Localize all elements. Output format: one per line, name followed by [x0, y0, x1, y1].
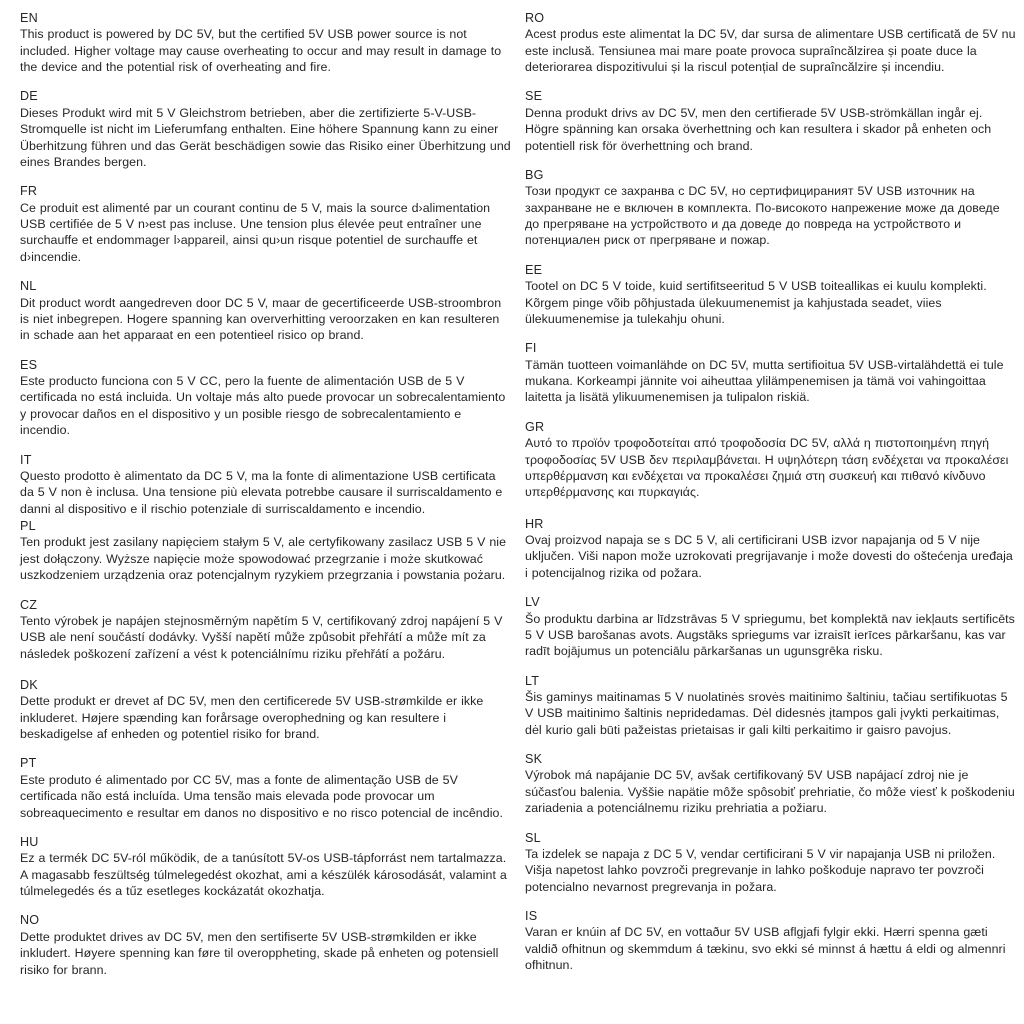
notice-text: Tento výrobek je napájen stejnosměrným napětím 5 V, certifikovaný zdroj napájení 5 V USB ale není součástí dodávky. Vyšší napětí může způsobit přehřátí a může mít za následek poškození zařízení a vést k potenciálnímu riziku přehřátí a požáru.	[20, 613, 503, 661]
notice-text: Výrobok má napájanie DC 5V, avšak certifikovaný 5V USB napájací zdroj nie je súčasťou balenia. Vyššie napätie môže spôsobiť prehriatie, čo môže viesť k poškodeniu zariadenia a potenciálnemu riziku prehriatia a požiaru.	[525, 768, 1015, 816]
language-code-label: HU	[20, 834, 39, 849]
language-code-label: LT	[525, 673, 540, 688]
language-section	[20, 755, 511, 820]
language-section	[525, 908, 1016, 973]
notice-text: Αυτό το προϊόν τροφοδοτείται από τροφοδοσία DC 5V, αλλά η πιστοποιημένη πηγή τροφοδοσίας 5V USB δεν περιλαμβάνεται. Η υψηλότερη τάση ενδέχεται να προκαλέσει υπερθέρμανση και ενδέχεται να προκαλέσει ζημιά στη συσκευή και πιθανό κίνδυνο υπερθέρμανσης και πυρκαγιάς.	[525, 436, 1009, 500]
language-code-label: SE	[525, 89, 543, 104]
notice-text: Dieses Produkt wird mit 5 V Gleichstrom betrieben, aber die zertifizierte 5-V-USB-Stromquelle ist nicht im Lieferumfang enthalten. Eine höhere Spannung kann zu einer Überhitzung führen und das Gerät beschädigen sowie das Risiko einer Überhitzung und eines Brandes bergen.	[20, 105, 511, 169]
language-code-label: RO	[525, 11, 545, 25]
language-code-label: HR	[525, 516, 544, 531]
language-section	[20, 597, 511, 662]
notice-text: Dette produkt er drevet af DC 5V, men den certificerede 5V USB-strømkilde er ikke inkluderet. Højere spænding kan forårsage overophedning og kan resultere i beskadigelse af enheden og potentiel risiko for brand.	[20, 694, 484, 742]
language-section	[525, 419, 1016, 501]
language-section	[525, 673, 1016, 738]
notice-text: Varan er knúin af DC 5V, en vottaður 5V USB aflgjafi fylgir ekki. Hærri spenna gæti valdið ofhitnun og skemmdum á tækinu, svo ekki sé minnst á hættu á eldi og almennri ofhitnun.	[525, 925, 1006, 973]
notice-column-left	[20, 10, 511, 1016]
language-section	[525, 340, 1016, 405]
notice-text: Šis gaminys maitinamas 5 V nuolatinės srovės maitinimo šaltiniu, tačiau sertifikuotas 5 V USB maitinimo šaltinis nepridedamas. Dėl didesnės įtampos gali įvykti perkaitimas, dėl kurio gali būti pažeistas prietaisas ir gali kilti perkaitimo ir gaisro pavojus.	[525, 689, 1008, 737]
notice-text: Acest produs este alimentat la DC 5V, dar sursa de alimentare USB certificată de 5V nu este inclusă. Tensiunea mai mare poate provoca supraîncălzirea și poate duce la deteriorarea dispozitivului și la riscul potențial de supraîncălzire și incendiu.	[525, 27, 1016, 75]
notice-text: Denna produkt drivs av DC 5V, men den certifierade 5V USB-strömkällan ingår ej. Högre spänning kan orsaka överhettning och kan resultera i skador på enheten och potentiell risk för överhettning och brand.	[525, 105, 992, 153]
language-code-label: BG	[525, 167, 544, 182]
notice-text: Ten produkt jest zasilany napięciem stałym 5 V, ale certyfikowany zasilacz USB 5 V nie jest dołączony. Wyższe napięcie może spowodować przegrzanie i może skutkować uszkodzeniem urządzenia oraz potencjalnym ryzykiem przegrzania i powstania pożaru.	[20, 535, 507, 583]
notice-text: Ovaj proizvod napaja se s DC 5 V, ali certificirani USB izvor napajanja od 5 V nije uključen. Viši napon može uzrokovati pregrijavanje i može dovesti do oštećenja uređaja i potencijalnog rizika od požara.	[525, 533, 1013, 580]
language-code-label: DE	[20, 89, 38, 104]
language-section	[20, 912, 511, 977]
notice-text: Dette produktet drives av DC 5V, men den sertifiserte 5V USB-strømkilden er ikke inkludert. Høyere spenning kan føre til overoppheting, skade på enheten og potensiell risiko for brann.	[20, 929, 499, 977]
language-code-label: SL	[525, 830, 541, 845]
language-section	[525, 88, 1016, 153]
language-section	[525, 830, 1016, 895]
notice-text: Ce produit est alimenté par un courant continu de 5 V, mais la source d›alimentation USB certifiée de 5 V n›est pas incluse. Une tension plus élevée peut entraîner une surchauffe et endommager l›appareil, ainsi qu›un risque potentiel de surchauffe et d›incendie.	[20, 200, 491, 264]
language-section	[20, 88, 511, 170]
notice-text: Tämän tuotteen voimanlähde on DC 5V, mutta sertifioitua 5V USB-virtalähdettä ei tule mukana. Korkeampi jännite voi aiheuttaa ylilämpenemisen ja tämä voi vahingoittaa laitetta ja lisätä ylikuumenemisen ja tulipalon riskiä.	[525, 357, 1004, 405]
language-code-label: FI	[525, 341, 537, 356]
language-code-label: NO	[20, 913, 40, 928]
language-code-label: DK	[20, 678, 38, 692]
language-section	[525, 594, 1016, 659]
notice-text: Este producto funciona con 5 V CC, pero la fuente de alimentación USB de 5 V certificada no está incluida. Un voltaje más alto puede provocar un sobrecalentamiento y provocar daños en el dispositivo y un posible riesgo de sobrecalentamiento e incendio.	[20, 374, 506, 438]
notice-text: Šo produktu darbina ar līdzstrāvas 5 V spriegumu, bet komplektā nav iekļauts sertificēts 5 V USB barošanas avots. Augstāks spriegums var izraisīt ierīces pārkaršanu, kas var radīt bojājumus un potenciālu pārkaršanas un ugunsgrēka risku.	[525, 611, 1015, 659]
language-section	[20, 10, 511, 75]
notice-text: Este produto é alimentado por CC 5V, mas a fonte de alimentação USB de 5V certificada não está incluída. Uma tensão mais elevada pode provocar um sobreaquecimento e resultar em danos no dispositivo e no risco potencial de incêndio.	[20, 772, 503, 820]
language-code-label: IS	[525, 909, 538, 924]
language-code-label: IT	[20, 452, 32, 467]
language-section	[20, 677, 511, 742]
language-code-label: CZ	[20, 597, 38, 612]
notice-text: Този продукт се захранва с DC 5V, но сертифицираният 5V USB източник на захранване не е включен в комплекта. По-високото напрежение може да доведе до прегряване на устройството и да доведе до повреда на устройството и потенциален риск от прегряване и пожар.	[525, 184, 1000, 248]
language-code-label: LV	[525, 595, 540, 610]
language-code-label: PT	[20, 756, 37, 771]
language-section	[525, 751, 1016, 816]
language-code-label: EE	[525, 262, 543, 277]
language-code-label: PL	[20, 519, 36, 534]
language-code-label: FR	[20, 184, 38, 199]
language-code-label: SK	[525, 752, 543, 767]
notice-text: Dit product wordt aangedreven door DC 5 V, maar de gecertificeerde USB-stroombron is niet inbegrepen. Hogere spanning kan oververhitting veroorzaken en kan resulteren in schade aan het apparaat en een potentieel risico op brand.	[20, 295, 502, 343]
notice-column-right	[525, 10, 1016, 1016]
language-code-label: EN	[20, 11, 38, 25]
notice-text: Ez a termék DC 5V-ról működik, de a tanúsított 5V-os USB-tápforrást nem tartalmazza. A magasabb feszültség túlmelegedést okozhat, ami a készülék károsodását, valamint a túlmelegedés és a tűz esetleges kockázatát okozhatja.	[20, 851, 507, 899]
language-section	[20, 518, 511, 583]
language-section	[525, 10, 1016, 75]
language-code-label: ES	[20, 357, 38, 372]
language-section	[20, 357, 511, 439]
language-section	[20, 278, 511, 343]
notice-text: This product is powered by DC 5V, but the certified 5V USB power source is not included. Higher voltage may cause overheating to occur and may result in damage to the device and the potential risk of overheating and fire.	[20, 27, 502, 75]
language-code-label: GR	[525, 419, 545, 434]
language-section	[20, 834, 511, 899]
notice-text: Ta izdelek se napaja z DC 5 V, vendar certificirani 5 V vir napajanja USB ni priložen. Višja napetost lahko povzroči pregrevanje in lahko poškoduje napravo ter povzroči potencialno nevarnost pregrevanja in požara.	[525, 846, 996, 894]
notice-text: Questo prodotto è alimentato da DC 5 V, ma la fonte di alimentazione USB certificata da 5 V non è inclusa. Una tensione più elevata potrebbe causare il surriscaldamento e danni al dispositivo e il rischio potenziale di surriscaldamento e incendio.	[20, 468, 503, 516]
language-section	[20, 183, 511, 265]
language-code-label: NL	[20, 279, 37, 294]
language-section	[525, 167, 1016, 249]
language-section	[20, 452, 511, 517]
language-section	[525, 516, 1016, 581]
notice-text: Tootel on DC 5 V toide, kuid sertifitseeritud 5 V USB toiteallikas ei kuulu komplekti. Kõrgem pinge võib põhjustada ülekuumenemist ja kahjustada seadet, viies ülekuumenemise ja tulekahju ohuni.	[525, 279, 987, 326]
language-section	[525, 262, 1016, 327]
